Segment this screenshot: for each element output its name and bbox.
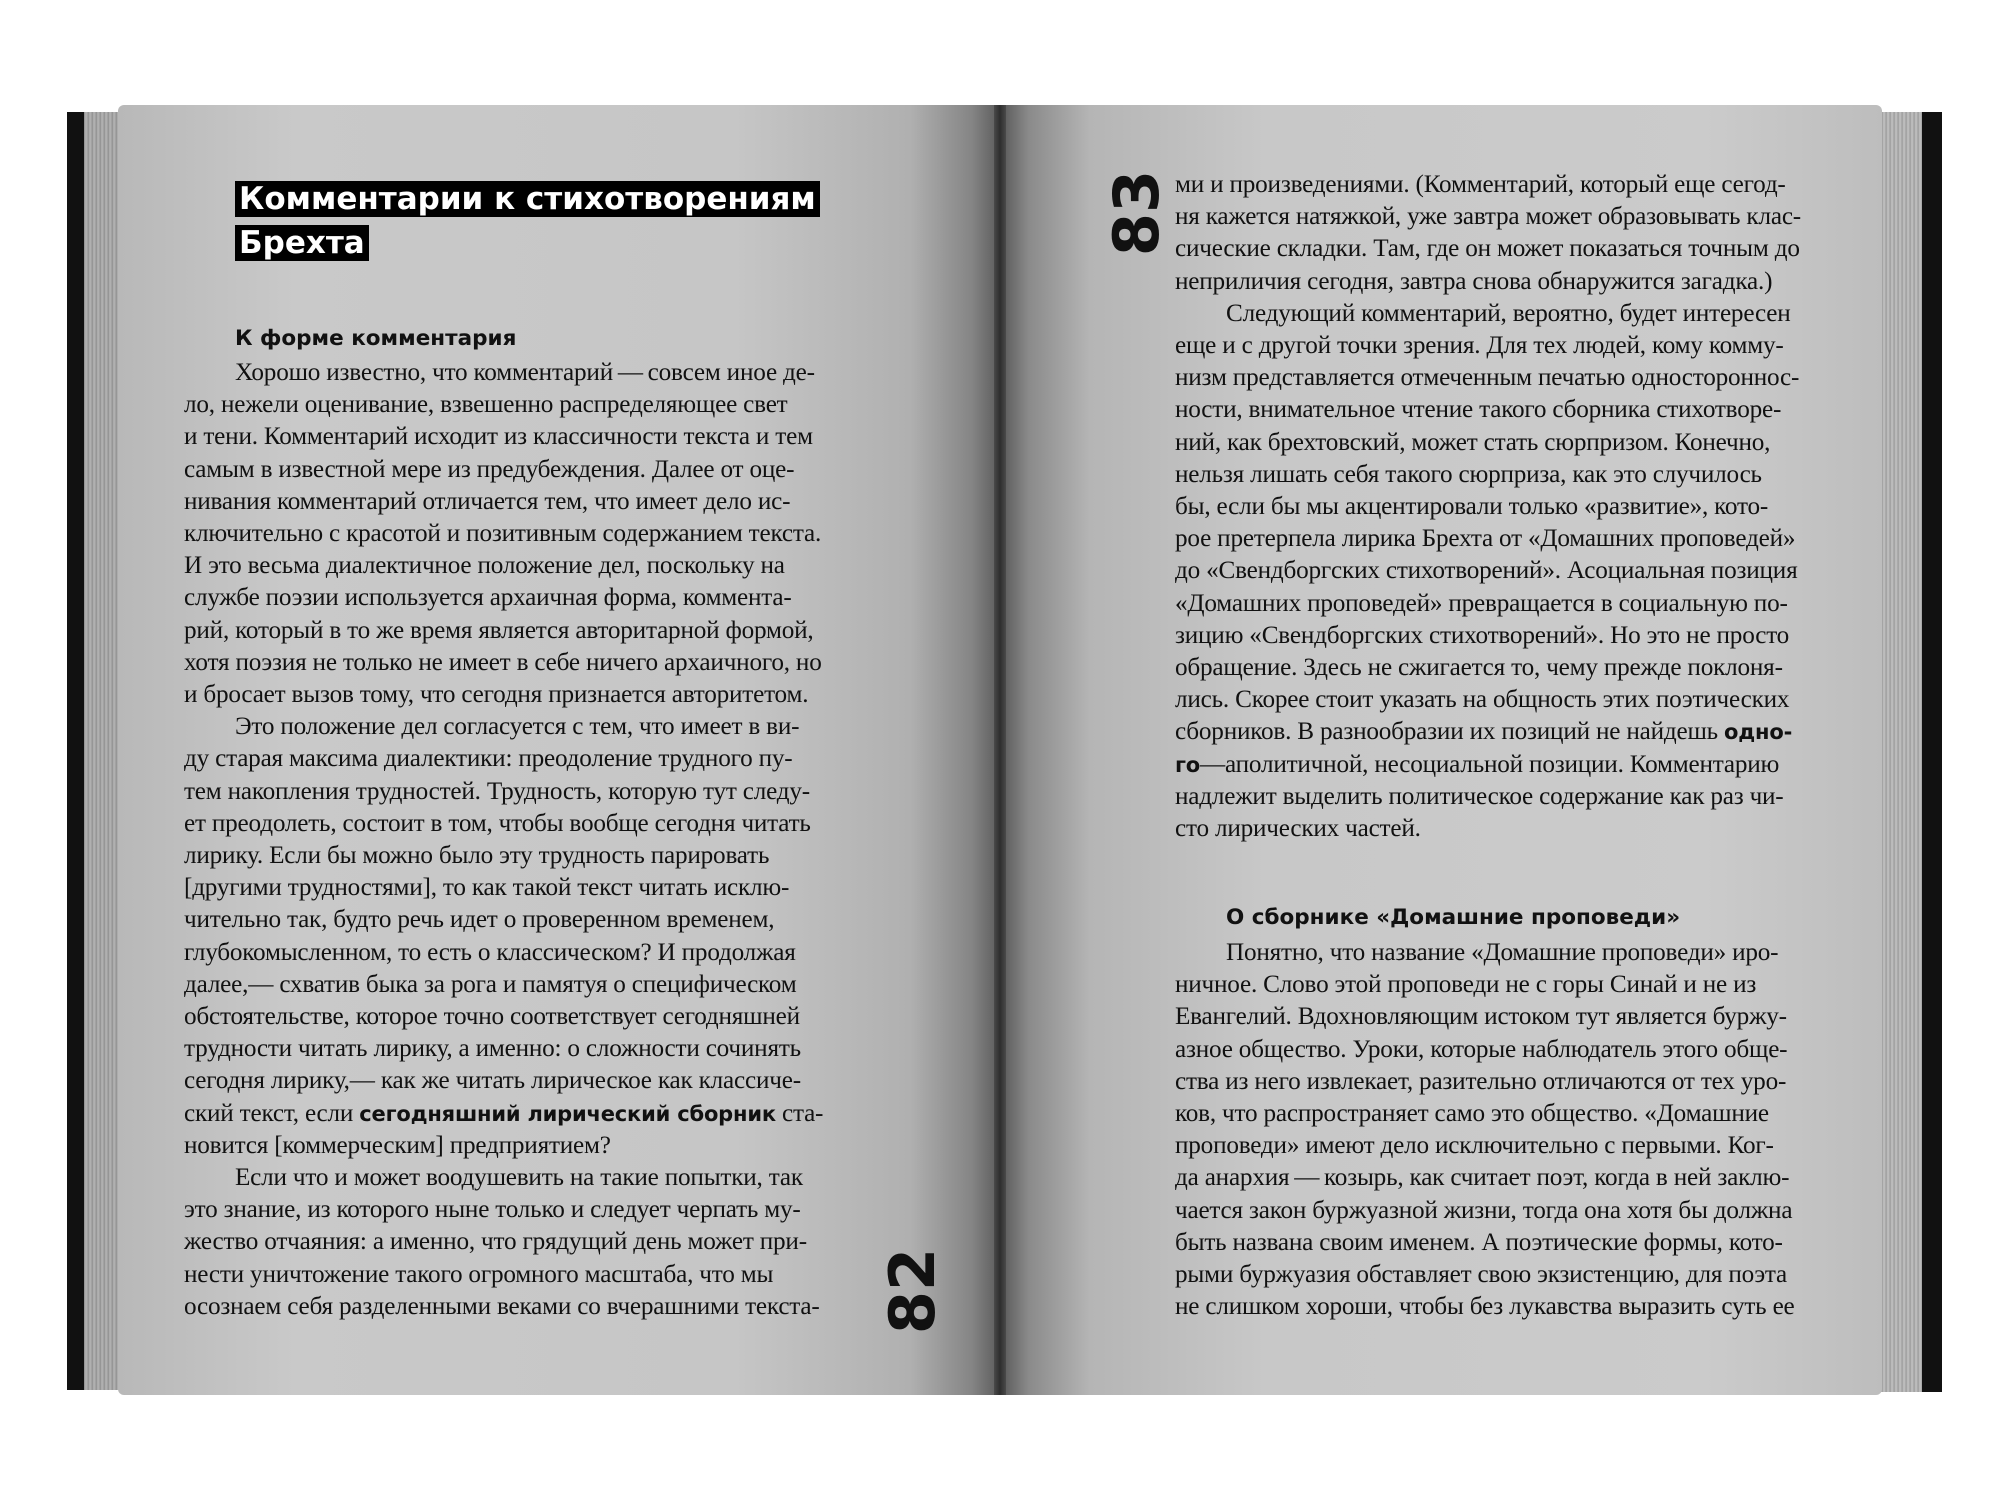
page-number-right: 83 <box>1100 169 1174 257</box>
text-line: рыми буржуазия обставляет свою экзистенцию, для поэта <box>1175 1261 1788 1289</box>
text-line: зицию «Свендборгских стихотворений». Но это не просто <box>1175 621 1790 649</box>
section-heading-right: О сборнике «Домашние проповеди» <box>1226 905 1681 930</box>
text-line: ет преодолеть, состоит в том, чтобы вообще сегодня читать <box>184 809 811 837</box>
text-fragment: ста- <box>775 1099 824 1127</box>
text-line: далее,— схватив быка за рога и памятуя о специфическом <box>184 970 797 998</box>
text-line: чительно так, будто речь идет о проверенном временем, <box>184 906 775 934</box>
text-fragment: сборников. В разнообразии их позиций не найдешь <box>1175 718 1725 746</box>
text-line: Следующий комментарий, вероятно, будет интересен <box>1226 299 1791 327</box>
text-line: трудности читать лирику, а именно: о сложности сочинять <box>184 1035 801 1063</box>
text-line: да анархия — козырь, как считает поэт, когда в ней заклю- <box>1175 1164 1790 1192</box>
text-line: Понятно, что название «Домашние проповеди» иро- <box>1226 939 1779 966</box>
text-line: сто лирических частей. <box>1175 815 1421 843</box>
text-line <box>1175 749 1825 781</box>
text-line: [другими трудностями], то как такой текст читать исклю- <box>184 874 790 902</box>
chapter-title-line-2: Брехта <box>235 225 369 261</box>
text-line: быть названа своим именем. А поэтические формы, кото- <box>1175 1228 1783 1256</box>
text-line: жество отчаяния: а именно, что грядущий день может при- <box>184 1228 807 1256</box>
chapter-title <box>235 177 820 265</box>
text-line: и тени. Комментарий исходит из классичности текста и тем <box>184 423 813 451</box>
right-body-text <box>1175 169 1825 845</box>
book-gutter <box>994 105 1006 1395</box>
text-line: хотя поэзия не только не имеет в себе ничего архаичного, но <box>184 648 822 676</box>
chapter-title-line-1: Комментарии к стихотворениям <box>235 181 820 217</box>
text-line: не слишком хороши, чтобы без лукавства выразить суть ее <box>1175 1293 1795 1321</box>
text-line: сегодня лирику,— как же читать лирическое как классиче- <box>184 1067 801 1095</box>
section-heading-left: К форме комментария <box>235 326 517 351</box>
text-line: проповеди» имеют дело исключительно с первыми. Ког- <box>1175 1132 1774 1160</box>
text-line: Евангелий. Вдохновляющим истоком тут является буржу- <box>1175 1003 1787 1031</box>
right-body-text-2 <box>1175 937 1825 1323</box>
text-line: ду старая максима диалектики: преодоление трудного пу- <box>184 745 793 773</box>
text-line: Это положение дел согласуется с тем, что имеет в ви- <box>235 713 800 741</box>
text-line: лись. Скорее стоит указать на общность этих поэтических <box>1175 686 1790 714</box>
text-line: ня кажется натяжкой, уже завтра может образовывать клас- <box>1175 203 1801 231</box>
text-line: Хорошо известно, что комментарий — совсем иное де- <box>235 359 815 386</box>
text-line: новится [коммерческим] предприятием? <box>184 1131 611 1159</box>
text-line: ничное. Слово этой проповеди не с горы Синай и не из <box>1175 971 1757 999</box>
page-number-left: 82 <box>876 1247 950 1335</box>
text-line: рое претерпела лирика Брехта от «Домашних проповедей» <box>1175 525 1796 553</box>
text-line: ности, внимательное чтение такого сборника стихотворе- <box>1175 396 1782 424</box>
text-line: нивания комментарий отличается тем, что имеет дело ис- <box>184 487 791 515</box>
text-line: обстоятельстве, которое точно соответствует сегодняшней <box>184 1003 800 1031</box>
text-line: лирику. Если бы можно было эту трудность парировать <box>184 842 770 870</box>
text-line: рий, который в то же время является авторитарной формой, <box>184 616 814 644</box>
text-line: глубокомысленном, то есть о классическом? И продолжая <box>184 938 796 966</box>
page-edges-right <box>1878 112 1922 1392</box>
text-line: чается закон буржуазной жизни, тогда она хотя бы должна <box>1175 1196 1793 1224</box>
text-line: сические складки. Там, где он может показаться точным до <box>1175 235 1800 263</box>
text-fragment: ский текст, если <box>184 1099 360 1127</box>
book-cover-right <box>1920 112 1942 1392</box>
text-line: бы, если бы мы акцентировали только «развитие», кото- <box>1175 493 1769 521</box>
text-line: самым в известной мере из предубеждения. Далее от оце- <box>184 455 795 483</box>
text-line: это знание, из которого ныне только и следует черпать му- <box>184 1196 801 1224</box>
text-line: службе поэзии используется архаичная форма, коммента- <box>184 584 792 612</box>
text-line: еще и с другой точки зрения. Для тех людей, кому комму- <box>1175 332 1784 360</box>
text-line: ний, как брехтовский, может стать сюрпризом. Конечно, <box>1175 428 1771 456</box>
text-line: И это весьма диалектичное положение дел, поскольку на <box>184 552 785 580</box>
text-line <box>184 1098 844 1130</box>
text-line: ков, что распространяет само это общество. «Домашние <box>1175 1100 1769 1128</box>
text-line: неприличия сегодня, завтра снова обнаружится загадка.) <box>1175 267 1773 295</box>
text-line: ства из него извлекает, разительно отличаются от тех уро- <box>1175 1067 1787 1095</box>
text-line: азное общество. Уроки, которые наблюдатель этого обще- <box>1175 1035 1788 1063</box>
text-line: до «Свендборгских стихотворений». Асоциальная позиция <box>1175 557 1798 585</box>
text-line: низм представляется отмеченным печатью одностороннос- <box>1175 364 1800 392</box>
text-line: надлежит выделить политическое содержание как раз чи- <box>1175 782 1784 810</box>
left-body-text <box>184 357 844 1323</box>
text-line: ло, нежели оценивание, взвешенно распределяющее свет <box>184 391 788 419</box>
text-line: ключительно с красотой и позитивным содержанием текста. <box>184 520 822 548</box>
text-fragment: —аполитичной, несоциальной позиции. Комментарию <box>1200 750 1780 778</box>
text-line: и бросает вызов тому, что сегодня признается авторитетом. <box>184 681 809 709</box>
text-line: осознаем себя разделенными веками со вчерашними текста- <box>184 1292 820 1320</box>
bold-word: го <box>1175 752 1200 777</box>
text-line: ми и произведениями. (Комментарий, который еще сегод- <box>1175 171 1786 198</box>
text-line: тем накопления трудностей. Трудность, которую тут следу- <box>184 777 810 805</box>
text-line: нельзя лишать себя такого сюрприза, как это случилось <box>1175 460 1762 488</box>
bold-word: одно- <box>1724 720 1793 745</box>
text-line: «Домашних проповедей» превращается в социальную по- <box>1175 589 1788 617</box>
text-line: обращение. Здесь не сжигается то, чему прежде поклоня- <box>1175 654 1783 682</box>
text-line <box>1175 716 1825 748</box>
bold-phrase: сегодняшний лирический сборник <box>359 1101 776 1126</box>
text-line: Если что и может воодушевить на такие попытки, так <box>235 1164 803 1192</box>
text-line: нести уничтожение такого огромного масштаба, что мы <box>184 1260 774 1288</box>
